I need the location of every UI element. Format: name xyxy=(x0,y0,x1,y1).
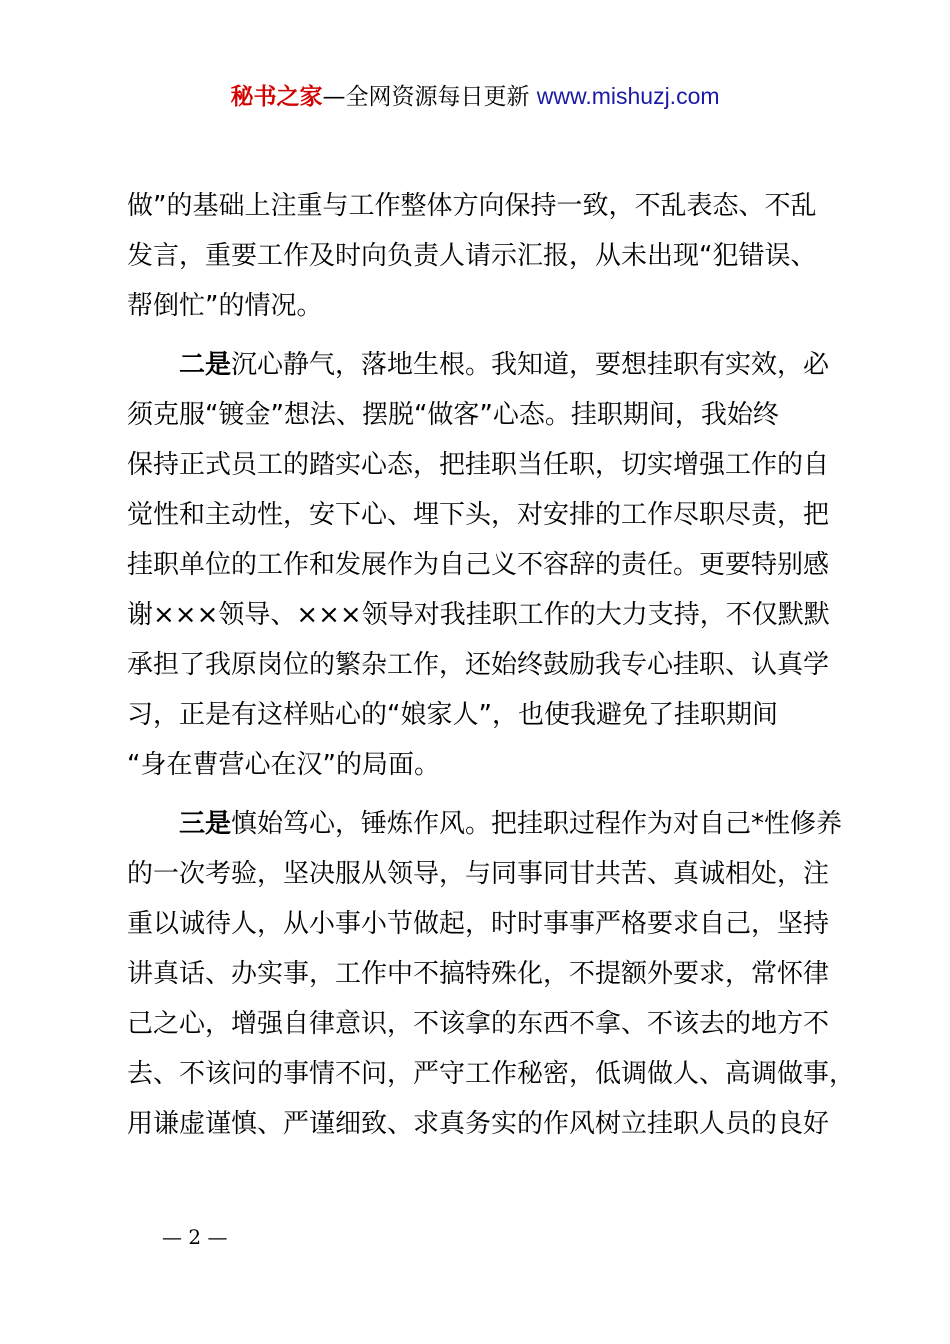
text-line: 做”的基础上注重与工作整体方向保持一致，不乱表态、不乱 xyxy=(127,191,817,221)
site-url-link[interactable]: www.mishuzj.com xyxy=(536,83,720,109)
paragraph-third-point xyxy=(127,799,856,1149)
text-line: 去、不该问的事情不问，严守工作秘密，低调做人、高调做事， xyxy=(127,1059,856,1089)
text-line: 保持正式员工的踏实心态，把挂职当任职，切实增强工作的自 xyxy=(127,450,830,480)
text-line-first xyxy=(127,340,833,390)
page-number: — 2 — xyxy=(162,1225,228,1249)
text-line: 承担了我原岗位的繁杂工作，还始终鼓励我专心挂职、认真学 xyxy=(127,650,830,680)
paragraph-first-rest: 慎始笃心，锤炼作风。把挂职过程作为对自己*性修养 xyxy=(231,809,843,839)
text-line: 发言，重要工作及时向负责人请示汇报，从未出现“犯错误、 xyxy=(127,241,817,271)
paragraph-lead: 三是 xyxy=(179,809,232,839)
text-line: 谢×××领导、×××领导对我挂职工作的大力支持，不仅默默 xyxy=(127,600,830,630)
paragraph-first-rest: 沉心静气，落地生根。我知道，要想挂职有实效，必 xyxy=(231,350,830,380)
text-line: 的一次考验，坚决服从领导，与同事同甘共苦、真诚相处，注 xyxy=(127,859,830,889)
paragraph-continuation xyxy=(127,181,833,331)
text-line: 重以诚待人，从小事小节做起，时时事事严格要求自己，坚持 xyxy=(127,909,830,939)
text-line: 觉性和主动性，安下心、埋下头，对安排的工作尽职尽责，把 xyxy=(127,500,830,530)
document-body xyxy=(127,181,856,1149)
text-line: 用谦虚谨慎、严谨细致、求真务实的作风树立挂职人员的良好 xyxy=(127,1109,830,1139)
text-line: 己之心，增强自律意识，不该拿的东西不拿、不该去的地方不 xyxy=(127,1009,830,1039)
text-line: 习，正是有这样贴心的“娘家人”，也使我避免了挂职期间 xyxy=(127,700,778,730)
text-line: 挂职单位的工作和发展作为自己义不容辞的责任。更要特别感 xyxy=(127,550,830,580)
paragraph-second-point xyxy=(127,340,833,790)
site-tagline: —全网资源每日更新 xyxy=(322,84,537,110)
paragraph-lead: 二是 xyxy=(179,350,232,380)
text-line-first xyxy=(127,799,843,849)
site-header xyxy=(0,80,950,113)
text-line: 帮倒忙”的情况。 xyxy=(127,291,323,321)
text-line: 讲真话、办实事，工作中不搞特殊化，不提额外要求，常怀律 xyxy=(127,959,830,989)
site-brand: 秘书之家 xyxy=(230,84,323,110)
text-line: “身在曹营心在汉”的局面。 xyxy=(127,750,440,780)
text-line: 须克服“镀金”想法、摆脱“做客”心态。挂职期间，我始终 xyxy=(127,400,779,430)
